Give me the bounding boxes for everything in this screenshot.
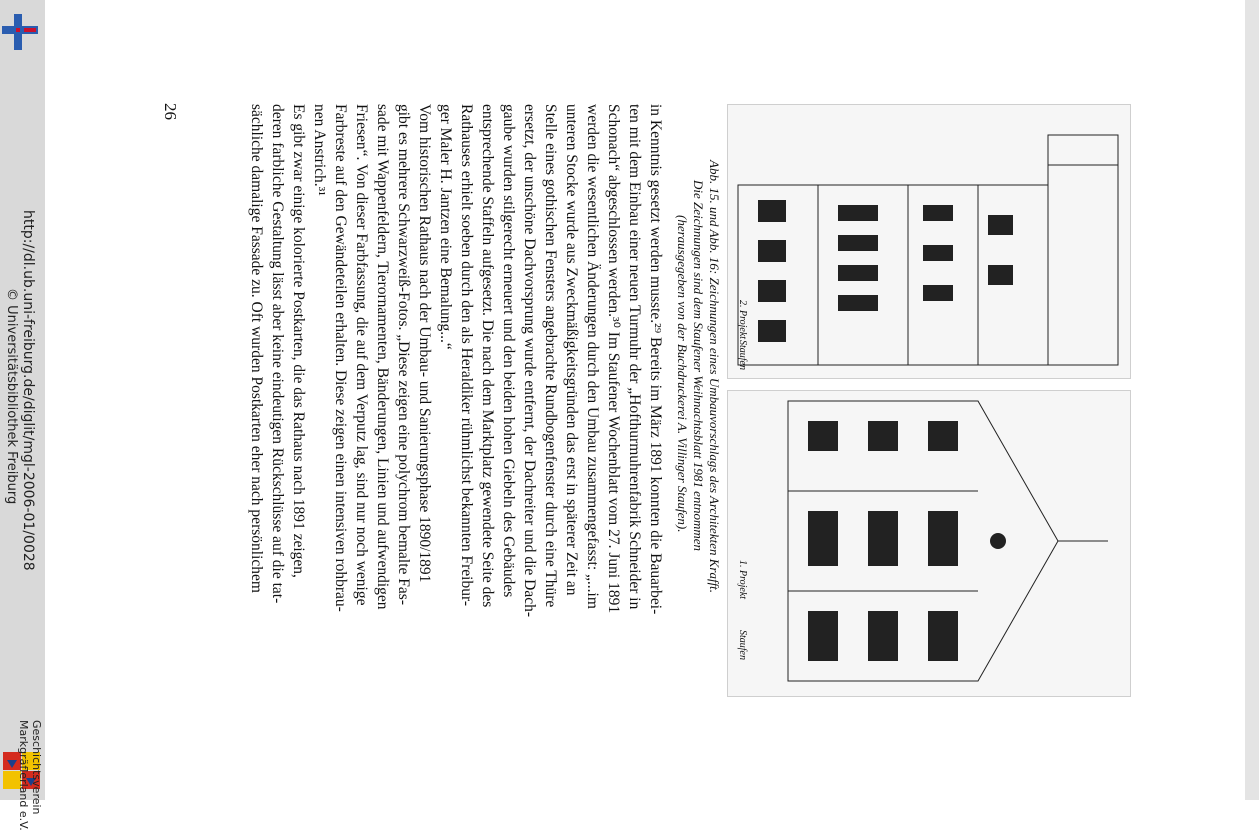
figure-drawing-2: [727, 104, 1131, 379]
body-line: sächliche damalige Fassade zu. Oft wurden Postkarten eher nach persönlichem: [248, 104, 265, 593]
figure2-label-right: Staufen: [737, 340, 748, 370]
body-line: gaube wurden stilgerecht erneuert und den beiden hohen Giebeln des Gebäudes: [500, 104, 517, 598]
right-scroll-bar[interactable]: [1245, 0, 1259, 800]
figure1-label-top: 1. Projekt: [737, 560, 748, 600]
figure2-label-top: 2. Projekt: [737, 300, 748, 340]
society-name-2: Markgräflerland e.V.: [17, 720, 30, 831]
body-line: ersetzt, der unschöne Dachvorsprung wurde entfernt, der Dachreiter und die Dach-: [521, 104, 538, 618]
body-line: unteren Stocke wurde aus Zweckmäßigkeitsgründen das erst in späterer Zeit an: [563, 104, 580, 596]
figure-caption-line-1: Abb. 15. und Abb. 16: Zeichnungen eines Umbauvorschlags des Architekten Krafft.: [707, 160, 722, 594]
body-line: Friesen“. Von dieser Farbfassung, die auf dem Verputz lag, sind nur noch wenige: [353, 104, 370, 606]
body-line: in Kenntnis gesetzt werden musste.²⁹ Bereits im März 1891 konnten die Bauarbei-: [647, 104, 664, 615]
body-line: nen Anstrich.³¹: [311, 104, 328, 196]
body-line: sade mit Wappenfeldern, Tierornamenten, Bänderungen, Linien und aufwendigen: [374, 104, 391, 610]
body-line: entsprechende Staffeln aufgesetzt. Die nach dem Marktplatz gewendete Seite des: [479, 104, 496, 608]
facade-drawing-icon: [728, 391, 1130, 696]
elevation-drawing-icon: [728, 105, 1130, 378]
copyright-text: © Universitätsbibliothek Freiburg: [4, 288, 19, 505]
page-number: 26: [161, 103, 180, 120]
society-name: Geschichtsverein: [30, 720, 43, 815]
body-line: Es gibt zwar einige kolorierte Postkarten, die das Rathaus nach 1891 zeigen,: [290, 104, 307, 578]
figure-caption-line-3: (herausgegeben von der Buchdruckerei A. Villinger Staufen).: [675, 215, 690, 533]
figure-caption-line-2: Die Zeichnungen sind dem Staufener Weihnachtsblatt 1981 entnommen: [691, 180, 706, 552]
body-line: ten mit dem Einbau einer neuen Turmuhr der „Hofthurmuhrenfabrik Schneider in: [626, 104, 643, 610]
figure-drawing-1: [727, 390, 1131, 697]
body-line: Farbreste auf den Gewändeteilen erhalten. Diese zeigen einen intensiven rohbrau-: [332, 104, 349, 612]
body-line: Stelle eines gothischen Fensters angebrachte Rundbogenfenster durch eine Thüre: [542, 104, 559, 608]
body-line: Schonach“ abgeschlossen werden.³⁰ Im Staufener Wochenblatt vom 27. Juni 1891: [605, 104, 622, 614]
body-line: Rathauses erhielt soeben durch den als Heraldiker rühmlichst bekannten Freibur-: [458, 104, 475, 606]
body-line: deren farbliche Gestaltung lässt aber keine eindeutigen Rückschlüsse auf die tat-: [269, 104, 286, 604]
library-logo-icon: [2, 14, 38, 50]
body-line: werden die wesentlichen Änderungen durch den Umbau zusammengefasst: „...im: [584, 104, 601, 609]
body-line: ger Maler H. Jantzen eine Bemalung...“: [437, 104, 454, 350]
document-url[interactable]: http://dl.ub.uni-freiburg.de/diglit/mgl-2006-01/0028: [20, 210, 36, 571]
body-line: Vom historischen Rathaus nach der Umbau- und Sanierungsphase 1890/1891: [416, 104, 433, 583]
figure1-label-right: Staufen: [737, 630, 748, 660]
body-line: gibt es mehrere Schwarzweiß-Fotos. „Diese zeigen eine polychrom bemalte Fas-: [395, 104, 412, 605]
